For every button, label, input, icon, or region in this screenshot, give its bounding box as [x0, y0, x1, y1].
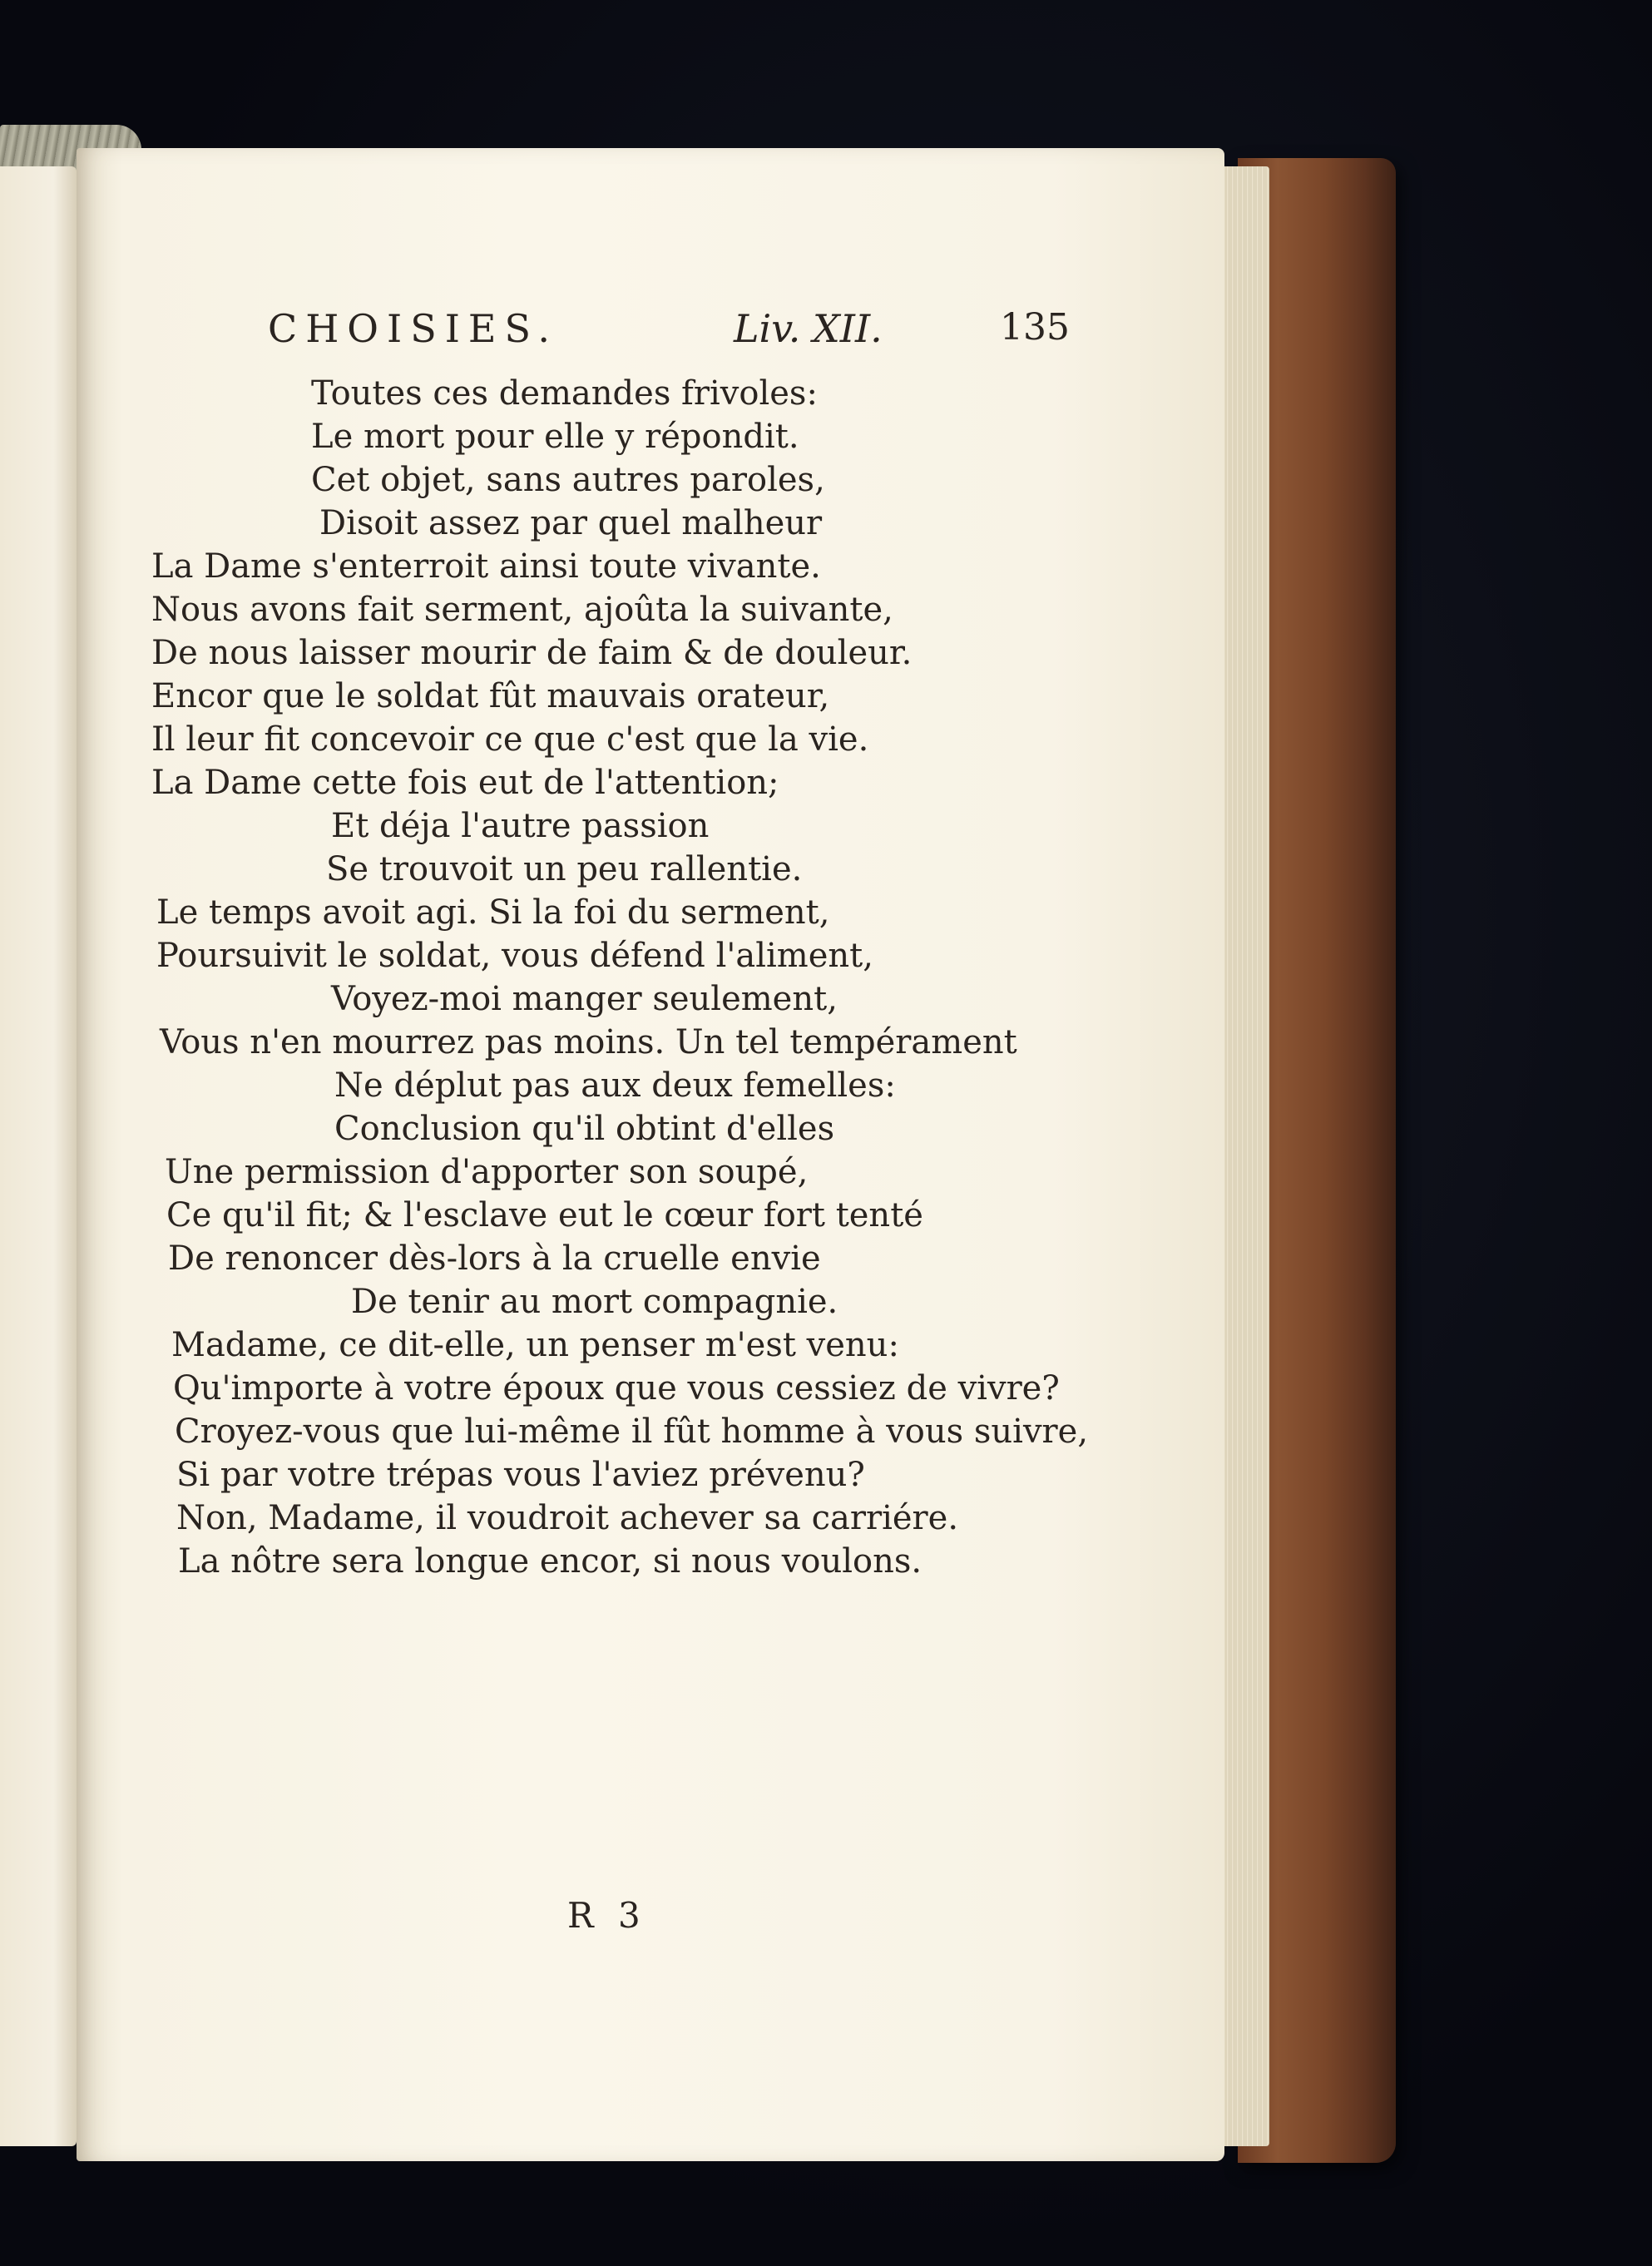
verse-line: La nôtre sera longue encor, si nous voulons.: [178, 1542, 922, 1581]
signature-mark: R 3: [567, 1895, 647, 1936]
verse-line: Croyez-vous que lui-même il fût homme à vous suivre,: [175, 1413, 1089, 1451]
page-number: 135: [1000, 306, 1070, 349]
running-head: [268, 306, 1070, 364]
running-head-title: CHOISIES.: [268, 306, 558, 351]
verse-line: Toutes ces demandes frivoles:: [311, 374, 818, 413]
verse-line: Le mort pour elle y répondit.: [311, 418, 799, 456]
verse-line: Ne déplut pas aux deux femelles:: [334, 1066, 896, 1105]
verse-line: Ce qu'il fit; & l'esclave eut le cœur fort tenté: [166, 1196, 923, 1234]
verse-line: La Dame cette fois eut de l'attention;: [151, 764, 779, 802]
verse-line: Nous avons fait serment, ajoûta la suivante,: [151, 591, 893, 629]
page-edges: [1219, 166, 1269, 2146]
verse-line: Cet objet, sans autres paroles,: [311, 461, 825, 499]
verse-line: Qu'importe à votre époux que vous cessiez de vivre?: [173, 1369, 1060, 1408]
verse-line: Non, Madame, il voudroit achever sa carriére.: [176, 1499, 959, 1537]
verse-line: Et déja l'autre passion: [331, 807, 710, 845]
verse-line: Encor que le soldat fût mauvais orateur,: [151, 677, 830, 715]
verse-line: Conclusion qu'il obtint d'elles: [334, 1110, 835, 1148]
verse-line: De tenir au mort compagnie.: [351, 1283, 838, 1321]
left-page-edge: [0, 166, 77, 2146]
page: [77, 148, 1224, 2161]
verse-line: Si par votre trépas vous l'aviez prévenu?: [176, 1456, 865, 1494]
verse-line: Il leur fit concevoir ce que c'est que la vie.: [151, 720, 869, 759]
running-head-book: Liv. XII.: [734, 306, 883, 351]
verse-line: Vous n'en mourrez pas moins. Un tel tempérament: [160, 1023, 1017, 1061]
verse-line: Disoit assez par quel malheur: [319, 504, 823, 542]
verse-line: Une permission d'apporter son soupé,: [165, 1153, 809, 1191]
verse-line: Madame, ce dit-elle, un penser m'est venu:: [171, 1326, 899, 1364]
verse-line: Poursuivit le soldat, vous défend l'aliment,: [156, 937, 873, 975]
verse-line: De nous laisser mourir de faim & de douleur.: [151, 634, 913, 672]
verse-line: De renoncer dès-lors à la cruelle envie: [168, 1239, 821, 1278]
verse-line: Se trouvoit un peu rallentie.: [326, 850, 803, 888]
verse-line: Le temps avoit agi. Si la foi du serment,: [156, 893, 830, 932]
verse-line: Voyez-moi manger seulement,: [331, 980, 838, 1018]
verse-line: La Dame s'enterroit ainsi toute vivante.: [151, 547, 821, 586]
